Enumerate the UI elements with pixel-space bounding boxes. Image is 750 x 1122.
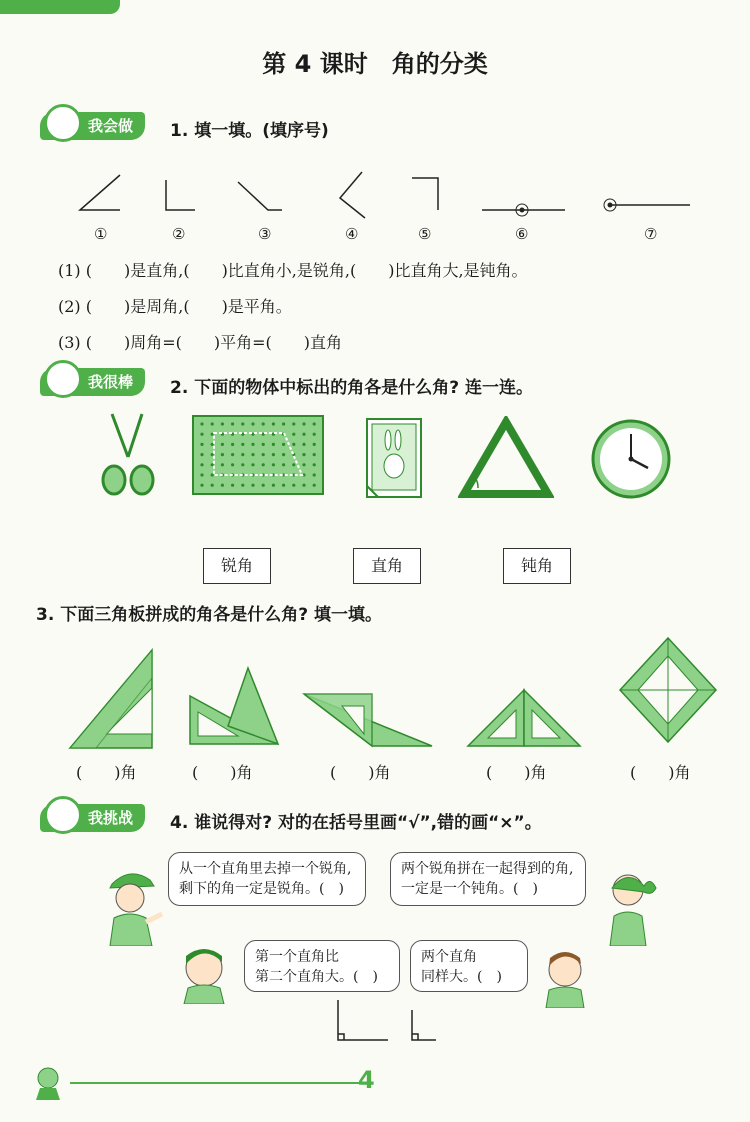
tag-challenge: [40, 804, 145, 832]
geoboard-peg: [231, 443, 234, 446]
geoboard-peg: [262, 453, 265, 456]
geoboard-peg: [241, 453, 244, 456]
angle-label-1: ①: [94, 225, 108, 243]
bubble-1-line-2[interactable]: 剩下的角一定是锐角。( ): [179, 881, 344, 897]
header-band: [0, 0, 120, 14]
q4-title: 4. 谁说得对? 对的在括号里画“√”,错的画“×”。: [170, 813, 542, 833]
set-square-combo-3: [302, 690, 434, 750]
bubble-2-line-1: 两个锐角拼在一起得到的角,: [401, 861, 574, 877]
geoboard-peg: [221, 453, 224, 456]
geoboard-peg: [262, 443, 265, 446]
bubble-1-line-1: 从一个直角里去掉一个锐角,: [179, 861, 352, 877]
angle-label-2: ②: [172, 225, 186, 243]
bubble-2-line-2[interactable]: 一定是一个钝角。( ): [401, 881, 538, 897]
triangle-icon: [458, 416, 554, 500]
set-square-combo-5: [618, 636, 718, 748]
option-right[interactable]: 直角: [353, 548, 421, 584]
geoboard-peg: [231, 463, 234, 466]
angle-figures: [0, 160, 750, 250]
geoboard-peg: [282, 484, 285, 487]
q3-blank-5[interactable]: ( )角: [630, 763, 691, 782]
speech-bubble-1: [168, 852, 366, 906]
geoboard-peg: [272, 422, 275, 425]
rabbit-card-icon: [366, 418, 422, 498]
q3-blank-3[interactable]: ( )角: [330, 763, 391, 782]
tag-good: [40, 368, 145, 396]
angle-4: [340, 172, 365, 218]
geoboard-peg: [262, 463, 265, 466]
geoboard-icon: [192, 415, 324, 495]
geoboard-peg: [302, 443, 305, 446]
mascot-icon: [28, 1062, 68, 1102]
geoboard-peg: [272, 484, 275, 487]
geoboard-peg: [200, 463, 203, 466]
speech-bubble-4: [410, 940, 528, 992]
set-square-combo-1: [66, 648, 166, 760]
geoboard-peg: [262, 484, 265, 487]
geoboard-peg: [282, 422, 285, 425]
geoboard-peg: [313, 453, 316, 456]
geoboard-peg: [282, 463, 285, 466]
q3-blank-4[interactable]: ( )角: [486, 763, 547, 782]
geoboard-peg: [262, 422, 265, 425]
geoboard-peg: [302, 484, 305, 487]
tag-do: [40, 112, 145, 140]
geoboard-peg: [282, 443, 285, 446]
geoboard-peg: [200, 453, 203, 456]
clock-icon: [590, 418, 672, 500]
geoboard-peg: [302, 422, 305, 425]
angle-1: [80, 175, 120, 210]
geoboard-peg: [251, 463, 254, 466]
geoboard-peg: [211, 473, 214, 476]
angle-label-5: ⑤: [418, 225, 432, 243]
geoboard-peg: [241, 422, 244, 425]
geoboard-peg: [221, 463, 224, 466]
geoboard-peg: [292, 463, 295, 466]
q3-title: 3. 下面三角板拼成的角各是什么角? 填一填。: [36, 605, 382, 625]
geoboard-peg: [272, 453, 275, 456]
q1-line-2: (2) ( )是周角,( )是平角。: [58, 297, 292, 316]
tag-good-label: 我很棒: [88, 373, 134, 391]
geoboard-peg: [272, 463, 275, 466]
angle-label-4: ④: [345, 225, 359, 243]
geoboard-peg: [251, 453, 254, 456]
angle-2: [166, 180, 195, 210]
geoboard-peg: [302, 433, 305, 436]
geoboard-peg: [231, 453, 234, 456]
geoboard-peg: [200, 443, 203, 446]
geoboard-peg: [313, 463, 316, 466]
angle-label-7: ⑦: [644, 225, 658, 243]
angle-label-6: ⑥: [515, 225, 529, 243]
bubble-3-line-1: 第一个直角比: [255, 949, 339, 965]
speech-bubble-2: [390, 852, 586, 906]
geoboard-peg: [282, 453, 285, 456]
page-number: 4: [358, 1066, 375, 1094]
set-square-combo-4: [466, 688, 582, 750]
lesson-title: 第 4 课时 角的分类: [262, 50, 488, 78]
bubble-4-line-2[interactable]: 同样大。( ): [421, 969, 502, 985]
geoboard-peg: [221, 443, 224, 446]
geoboard-peg: [251, 422, 254, 425]
geoboard-peg: [221, 484, 224, 487]
q3-blank-1[interactable]: ( )角: [76, 763, 137, 782]
scissors-icon: [98, 412, 158, 502]
geoboard-peg: [302, 453, 305, 456]
geoboard-peg: [200, 422, 203, 425]
geoboard-peg: [302, 463, 305, 466]
geoboard-peg: [251, 484, 254, 487]
thumbs-up-icon: [44, 360, 82, 398]
geoboard-peg: [313, 473, 316, 476]
option-obtuse[interactable]: 钝角: [503, 548, 571, 584]
geoboard-peg: [292, 422, 295, 425]
geoboard-peg: [211, 422, 214, 425]
tag-challenge-label: 我挑战: [88, 809, 134, 827]
pencil-icon: [44, 104, 82, 142]
geoboard-peg: [211, 484, 214, 487]
geoboard-peg: [241, 443, 244, 446]
boy-2-avatar-icon: [178, 942, 230, 1004]
option-acute[interactable]: 锐角: [203, 548, 271, 584]
boy-avatar-icon: [100, 862, 164, 946]
geoboard-peg: [231, 484, 234, 487]
geoboard-peg: [313, 443, 316, 446]
geoboard-peg: [200, 433, 203, 436]
q2-title: 2. 下面的物体中标出的角各是什么角? 连一连。: [170, 378, 533, 398]
bubble-4-line-1: 两个直角: [421, 949, 477, 965]
geoboard-peg: [292, 484, 295, 487]
angle-label-3: ③: [258, 225, 272, 243]
bubble-3-line-2[interactable]: 第二个直角大。( ): [255, 969, 378, 985]
geoboard-peg: [221, 422, 224, 425]
q3-blank-2[interactable]: ( )角: [192, 763, 253, 782]
geoboard-peg: [200, 484, 203, 487]
fist-icon: [44, 796, 82, 834]
geoboard-peg: [200, 473, 203, 476]
geoboard-peg: [272, 443, 275, 446]
geoboard-peg: [313, 433, 316, 436]
footer-line: [70, 1082, 360, 1084]
q1-line-3: (3) ( )周角=( )平角=( )直角: [58, 333, 343, 352]
girl-avatar-icon: [600, 866, 662, 946]
geoboard-peg: [241, 463, 244, 466]
tag-do-label: 我会做: [88, 117, 134, 135]
speech-bubble-3: [244, 940, 400, 992]
geoboard-peg: [231, 422, 234, 425]
geoboard-peg: [292, 443, 295, 446]
q1-line-1: (1) ( )是直角,( )比直角小,是锐角,( )比直角大,是钝角。: [58, 261, 528, 280]
geoboard-peg: [313, 484, 316, 487]
angle-3: [238, 182, 282, 210]
geoboard-peg: [292, 433, 295, 436]
geoboard-peg: [251, 443, 254, 446]
geoboard-peg: [313, 422, 316, 425]
set-square-combo-2: [188, 666, 280, 752]
angle-5: [412, 178, 438, 210]
boy-3-avatar-icon: [540, 946, 590, 1008]
right-angles-figure: [330, 998, 450, 1048]
q1-title: 1. 填一填。(填序号): [170, 121, 329, 141]
geoboard-peg: [241, 484, 244, 487]
